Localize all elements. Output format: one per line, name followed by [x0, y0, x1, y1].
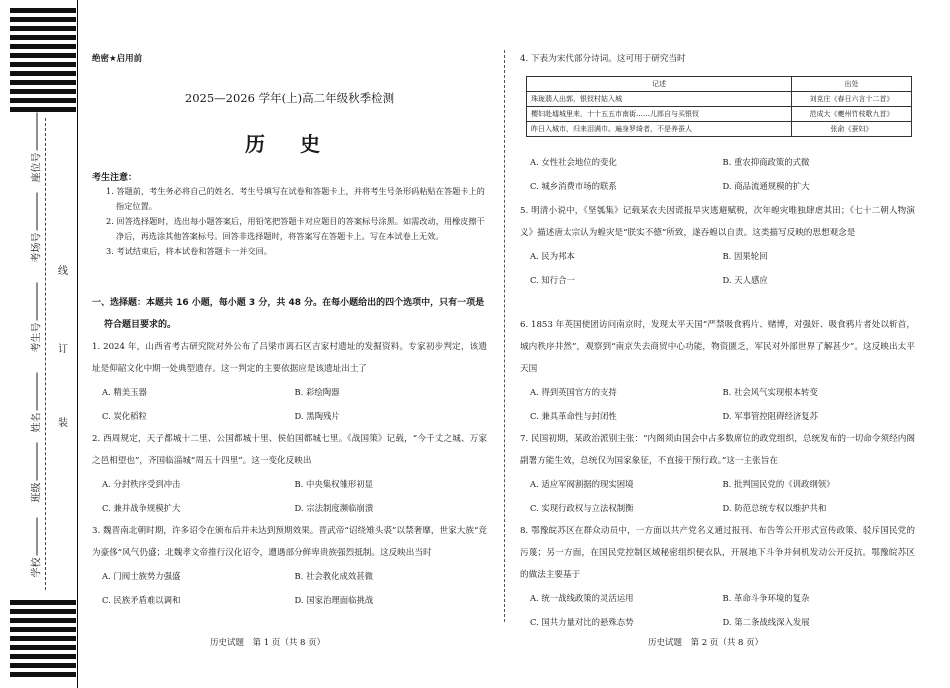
- option-d[interactable]: D. 宗法制度濒临崩溃: [294, 503, 374, 513]
- option-d[interactable]: D. 黑陶残片: [294, 411, 340, 421]
- option-b[interactable]: B. 社会风气实现根本转变: [722, 387, 818, 397]
- option-a[interactable]: A. 民为邦本: [530, 251, 575, 261]
- binding-strip: [0, 0, 90, 688]
- option-a[interactable]: A. 分封秩序受到冲击: [102, 479, 181, 489]
- exam-title: 2025—2026 学年(上)高二年级秋季检测: [184, 91, 395, 105]
- option-d[interactable]: D. 军事管控阻碍经济复苏: [722, 411, 818, 421]
- field-class: 班级: [28, 473, 43, 503]
- subject-title: 历 史: [245, 132, 334, 156]
- notice-item: 3. 考试结束后，将本试卷和答题卡一并交回。: [106, 246, 272, 256]
- option-d[interactable]: D. 天人感应: [722, 275, 768, 285]
- question-5: [520, 200, 915, 292]
- option-d[interactable]: D. 商品流通规模的扩大: [722, 181, 810, 191]
- question-stem: 2. 西周规定，天子都城十二里、公国都城十里、侯伯国都城七里。《战国策》记载，“今千丈之城、万家之邑相望也”，齐国临淄城“周五十四里”。这一变化反映出: [92, 434, 487, 466]
- option-b[interactable]: B. 社会教化成效甚微: [294, 571, 373, 581]
- table-cell: 张俞《蚕妇》: [792, 122, 912, 137]
- question-stem: 1. 2024 年，山西省考古研究院对外公布了吕梁市离石区吉家村遗址的发掘资料。专家初步判定，该遗址是仰韶文化中期一处典型遗存。这一判定的主要依据应是该遗址出土了: [92, 342, 487, 374]
- table-header: 记述: [527, 77, 792, 92]
- option-b[interactable]: B. 重农抑商政策的式微: [722, 157, 810, 167]
- question-7: [520, 428, 915, 520]
- option-d[interactable]: D. 第二条战线深入发展: [722, 617, 810, 627]
- notice-item: 1. 答题前，考生务必将自己的姓名、考生号填写在试卷和答题卡上，并将考生号条形码粘贴在答题卡上的指定位置。: [106, 186, 485, 211]
- binding-dashed-line: [45, 118, 46, 590]
- option-c[interactable]: C. 民族矛盾难以调和: [102, 595, 181, 605]
- question-8: [520, 520, 915, 634]
- poem-table: [526, 76, 912, 137]
- question-3: [92, 520, 487, 612]
- option-b[interactable]: B. 因果轮回: [722, 251, 768, 261]
- option-b[interactable]: B. 革命斗争环境的复杂: [722, 593, 810, 603]
- option-d[interactable]: D. 国家治理面临挑战: [294, 595, 374, 605]
- table-cell: 珠珑翡人出郭，银钗村姑入城: [527, 92, 792, 107]
- question-stem: 5. 明清小说中，《坚瓠集》记载某农夫因谎报旱灾逃避赋税，次年蝗灾唯独肆虐其田；《七十二朝人物演义》描述唐太宗认为蝗灾是“朕实不德”所致，遂吞蝗以自责。这类描写反映的思想观念是: [520, 206, 915, 238]
- question-stem: 6. 1853 年英国使团访问南京时，发现太平天国“严禁吸食鸦片、赌博，对强奸、吸食鸦片者处以斩首，城内秩序井然”，观察到“南京失去商贸中心功能，物资匮乏，军民对外部世界了解甚少”。这反映出太平天国: [520, 320, 915, 374]
- option-c[interactable]: C. 知行合一: [530, 275, 575, 285]
- notice-list: [106, 184, 486, 259]
- cut-mark-line: 线: [58, 266, 68, 277]
- question-stem: 7. 民国初期，某政治派别主张：“内阁须由国会中占多数席位的政党组织，总统发布的一切命令须经内阁副署方能生效，总统仅为国家象征，不直接干预行政。”这一主张旨在: [520, 434, 915, 466]
- option-a[interactable]: A. 得到英国官方的支持: [530, 387, 617, 397]
- page-footer-right: 历史试题 第 2 页（共 8 页）: [648, 638, 764, 648]
- binding-solid-line: [77, 0, 78, 688]
- field-name: 姓名: [28, 403, 43, 433]
- binding-stripes-bottom: [10, 600, 76, 681]
- option-b[interactable]: B. 批判国民党的《训政纲领》: [722, 479, 835, 489]
- page-footer-left: 历史试题 第 1 页（共 8 页）: [210, 638, 326, 648]
- table-row: [527, 92, 912, 107]
- table-row: [527, 107, 912, 122]
- secret-label: 绝密★启用前: [92, 54, 143, 64]
- option-c[interactable]: C. 兼并战争规模扩大: [102, 503, 181, 513]
- table-cell: 樱妇赴墟城里来，十十五五市南街……儿郎自与买银钗: [527, 107, 792, 122]
- table-cell: 范成大《夔州竹枝歌九首》: [792, 107, 912, 122]
- question-stem: 3. 魏晋南北朝时期，许多诏令在颁布后并未达到预期效果。晋武帝“诏绕雉头裘”以禁奢靡，世家大族“竞为豪侈”风气仍盛；北魏孝文帝推行汉化诏令，遭遇部分鲜卑贵族强烈抵制。这反映出当时: [92, 526, 487, 558]
- field-seat-number: 座位号: [28, 153, 43, 183]
- question-4-options: [520, 150, 915, 198]
- question-2: [92, 428, 487, 520]
- notice-item: 2. 回答选择题时，选出每小题答案后，用铅笔把答题卡对应题目的答案标号涂黑。如需改动，用橡皮擦干净后，再选涂其他答案标号。回答非选择题时，将答案写在答题卡上。写在本试卷上无效。: [106, 216, 485, 241]
- option-d[interactable]: D. 防范总统专权以维护共和: [722, 503, 827, 513]
- option-c[interactable]: C. 兼具革命性与封闭性: [530, 411, 617, 421]
- option-a[interactable]: A. 女性社会地位的变化: [530, 157, 617, 167]
- option-a[interactable]: A. 统一战线政策的灵活运用: [530, 593, 634, 603]
- field-school: 学校: [28, 548, 43, 578]
- table-header-row: [527, 77, 912, 92]
- page-divider: [504, 50, 505, 622]
- cut-mark-staple: 订: [58, 344, 68, 355]
- option-a[interactable]: A. 门阀士族势力强盛: [102, 571, 181, 581]
- table-header: 出处: [792, 77, 912, 92]
- table-row: [527, 122, 912, 137]
- field-room-number: 考场号: [28, 233, 43, 263]
- question-1: [92, 336, 487, 428]
- question-4-stem: 4. 下表为宋代部分诗词。这可用于研究当时: [520, 54, 686, 64]
- option-c[interactable]: C. 炭化稻粒: [102, 411, 147, 421]
- section-heading: 一、选择题：本题共 16 小题，每小题 3 分，共 48 分。在每小题给出的四个选项中，只有一项是 符合题目要求的。: [92, 298, 485, 330]
- table-cell: 刘克庄《春日六言十二首》: [792, 92, 912, 107]
- binding-stripes-top: [10, 8, 76, 116]
- notice-title: 考生注意：: [92, 173, 138, 183]
- page-right: [520, 0, 915, 688]
- option-c[interactable]: C. 国共力量对比的悬殊态势: [530, 617, 634, 627]
- option-c[interactable]: C. 城乡消费市场的联系: [530, 181, 617, 191]
- option-a[interactable]: A. 适应军阀割据的现实困境: [530, 479, 634, 489]
- option-b[interactable]: B. 彩绘陶器: [294, 387, 340, 397]
- table-cell: 昨日入城市，归来泪满巾。遍身罗绮者，不是养蚕人: [527, 122, 792, 137]
- question-stem: 8. 鄂豫皖苏区在群众动员中，一方面以共产党名义通过报刊、布告等公开形式宣传政策、驳斥国民党的污蔑；另一方面，在国民党控制区域秘密组织便衣队，开展地下斗争并伺机发动公开反抗。鄂豫皖苏区的做法主要基于: [520, 526, 915, 580]
- option-b[interactable]: B. 中央集权雏形初显: [294, 479, 373, 489]
- option-a[interactable]: A. 精美玉器: [102, 387, 147, 397]
- question-6: [520, 314, 915, 428]
- page-left: [92, 0, 487, 688]
- field-student-number: 考生号: [28, 323, 43, 353]
- cut-mark-bind: 装: [58, 418, 68, 429]
- option-c[interactable]: C. 实现行政权与立法权制衡: [530, 503, 634, 513]
